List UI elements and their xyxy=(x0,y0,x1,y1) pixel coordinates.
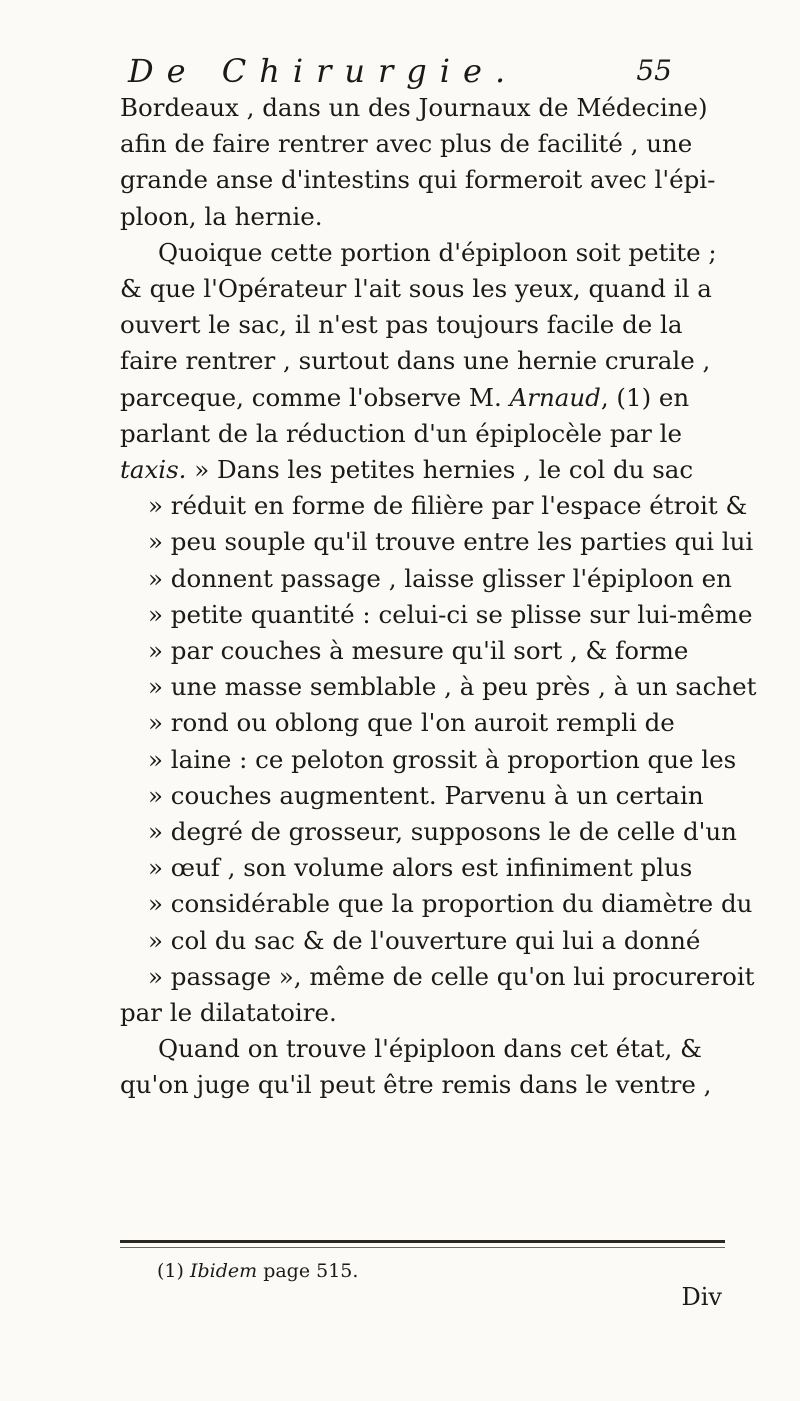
quote-line: » par couches à mesure qu'il sort , & forme xyxy=(148,636,689,666)
quote-line: » réduit en forme de filière par l'espace étroit & xyxy=(148,491,748,521)
footnote-rule-thin xyxy=(120,1247,725,1248)
running-head: De Chirurgie. xyxy=(128,52,519,90)
text-line: Quoique cette portion d'épiploon soit petite ; xyxy=(158,237,717,267)
text-line: & que l'Opérateur l'ait sous les yeux, quand il a xyxy=(120,274,712,304)
text-line: Bordeaux , dans un des Journaux de Médecine) xyxy=(120,93,708,122)
italic-term: taxis. xyxy=(120,455,187,485)
quote-line: » couches augmentent. Parvenu à un certain xyxy=(148,780,704,810)
footnote-marker: (1) xyxy=(157,1260,184,1282)
text-line xyxy=(120,380,728,416)
footnote-source: Ibidem xyxy=(189,1260,258,1282)
text-line: Quand on trouve l'épiploon dans cet état, & xyxy=(158,1034,702,1064)
quote-line: » degré de grosseur, supposons le de celle d'un xyxy=(148,817,737,847)
text-line: parlant de la réduction d'un épiplocèle par le xyxy=(120,418,682,448)
quote-line: » donnent passage , laisse glisser l'épiploon en xyxy=(148,563,732,593)
text-segment: » Dans les petites hernies , le col du sac xyxy=(194,455,694,485)
page-number: 55 xyxy=(636,54,672,87)
text-line: ouvert le sac, il n'est pas toujours facile de la xyxy=(120,310,683,340)
catchword: Div xyxy=(681,1283,722,1311)
quote-line: » considérable que la proportion du diamètre du xyxy=(148,889,753,919)
quote-line: » peu souple qu'il trouve entre les parties qui lui xyxy=(148,527,754,557)
text-segment: parceque, comme l'observe M. xyxy=(120,382,502,412)
quote-line: » rond ou oblong que l'on auroit rempli de xyxy=(148,708,675,738)
quote-line: » laine : ce peloton grossit à proportion que les xyxy=(148,744,737,774)
text-line: ploon, la hernie. xyxy=(120,201,323,231)
footnote-text: page 515. xyxy=(263,1260,359,1282)
footnote xyxy=(157,1260,358,1282)
quote-line: » col du sac & de l'ouverture qui lui a donné xyxy=(148,925,701,955)
text-line: par le dilatatoire. xyxy=(120,998,337,1028)
text-segment: , (1) en xyxy=(600,382,690,412)
author-name: Arnaud xyxy=(509,382,601,412)
text-line xyxy=(120,452,728,488)
body-text xyxy=(120,90,757,1104)
quote-line: » passage », même de celle qu'on lui procureroit xyxy=(148,961,755,991)
text-line: faire rentrer , surtout dans une hernie crurale , xyxy=(120,346,711,376)
footnote-rule xyxy=(120,1240,725,1243)
text-line: afin de faire rentrer avec plus de facilité , une xyxy=(120,129,693,159)
quote-line: » œuf , son volume alors est infiniment plus xyxy=(148,853,693,883)
text-line: qu'on juge qu'il peut être remis dans le ventre , xyxy=(120,1070,712,1100)
quote-line: » petite quantité : celui-ci se plisse sur lui-même xyxy=(148,599,753,629)
quote-line: » une masse semblable , à peu près , à un sachet xyxy=(148,672,757,702)
text-line: grande anse d'intestins qui formeroit avec l'épi- xyxy=(120,165,716,195)
